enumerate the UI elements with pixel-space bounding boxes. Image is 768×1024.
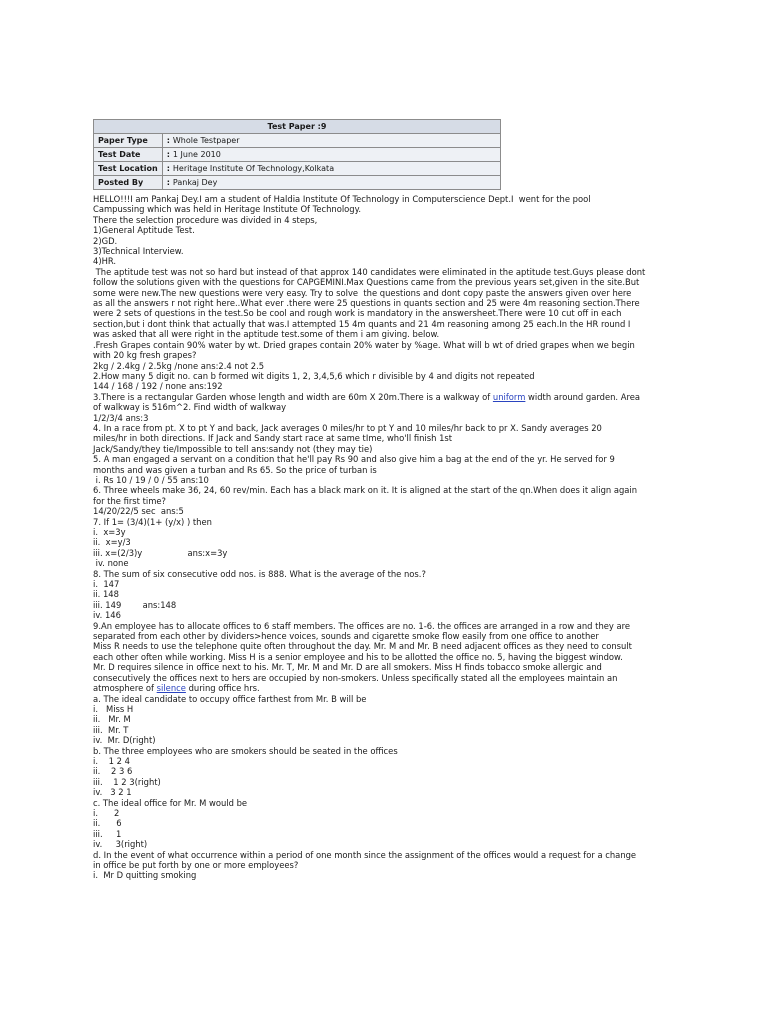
body-line: d. In the event of what occurrence within a period of one month since the assignment of the offices would a request for a change <box>93 849 637 860</box>
body-line: 1/2/3/4 ans:3 <box>93 412 149 423</box>
body-line: HELLO!!!I am Pankaj Dey.I am a student of Haldia Institute Of Technology in Computerscience Dept.I went for the pool <box>93 194 591 204</box>
body-line: i. 147 <box>93 579 120 590</box>
body-line: Miss R needs to use the telephone quite often throughout the day. Mr. M and Mr. B need adjacent offices as they need to consult <box>93 641 632 652</box>
body-line: c. The ideal office for Mr. M would be <box>93 797 248 808</box>
body-line: iii. Mr. T <box>93 724 129 735</box>
body-line: There the selection procedure was divided in 4 steps, <box>93 214 318 225</box>
body-line: i. Mr D quitting smoking <box>93 870 197 881</box>
body-line: Mr. D requires silence in office next to his. Mr. T, Mr. M and Mr. D are all smokers. Miss H finds tobacco smoke allergic and <box>93 662 602 673</box>
body-line: 6. Three wheels make 36, 24, 60 rev/min. Each has a black mark on it. It is aligned at the start of the qn.When does it align again <box>93 485 638 496</box>
body-line: for the first time? <box>93 495 166 506</box>
body-line: 4)HR. <box>93 256 117 267</box>
body-line: 9.An employee has to allocate offices to 6 staff members. The offices are no. 1-6. the offices are arranged in a row and they are <box>93 620 631 631</box>
body-line: 8. The sum of six consecutive odd nos. is 888. What is the average of the nos.? <box>93 568 426 579</box>
body-line: as all the answers r not right here..What ever .there were 25 questions in quants section and 25 were 4m reasoning section.There <box>93 298 640 309</box>
body-line: Jack/Sandy/they tie/Impossible to tell ans:sandy not (they may tie) <box>93 443 373 454</box>
paper-type-label: Paper Type <box>94 134 163 148</box>
body-line: of walkway is 516m^2. Find width of walkway <box>93 402 287 413</box>
body-line: ii. 2 3 6 <box>93 766 133 777</box>
body-line <box>93 683 678 693</box>
body-line: iii. x=(2/3)y ans:x=3y <box>93 547 228 558</box>
body-line: 2kg / 2.4kg / 2.5kg /none ans:2.4 not 2.5 <box>93 360 265 371</box>
body-line: with 20 kg fresh grapes? <box>93 350 197 361</box>
body-line: separated from each other by dividers>hence voices, sounds and cigarette smoke flow easily from one office to another <box>93 631 599 642</box>
body-line: 2.How many 5 digit no. can b formed wit digits 1, 2, 3,4,5,6 which r divisible by 4 and digits not repeated <box>93 370 535 381</box>
test-location-value: Heritage Institute Of Technology,Kolkata <box>172 164 335 173</box>
body-line: i. Rs 10 / 19 / 0 / 55 ans:10 <box>93 474 209 485</box>
test-paper-title: Test Paper :9 <box>94 120 501 134</box>
body-line: a. The ideal candidate to occupy office farthest from Mr. B will be <box>93 693 367 704</box>
body-line: each other often while working. Miss H is a senior employee and his to be allotted the office no. 5, having the biggest window. <box>93 651 623 662</box>
silence-link[interactable]: silence <box>156 683 186 694</box>
posted-by-value: Pankaj Dey <box>172 178 218 187</box>
body-line: ii. x=y/3 <box>93 537 131 548</box>
body-line: were 2 sets of questions in the test.So be cool and rough work is mandatory in the answersheet.There were 10 cut off in each <box>93 308 622 319</box>
info-row-test-date: Test Date : 1 June 2010 <box>94 148 501 162</box>
body-line: iv. none <box>93 558 129 569</box>
body-line: i. 2 <box>93 807 120 818</box>
info-row-paper-type: Paper Type : Whole Testpaper <box>94 134 501 148</box>
body-line: iii. 1 <box>93 828 122 839</box>
posted-by-label: Posted By <box>94 176 163 190</box>
body-line: iv. 3 2 1 <box>93 787 132 798</box>
body-line: 7. If 1= (3/4)(1+ (y/x) ) then <box>93 516 212 527</box>
article-body <box>93 194 678 881</box>
test-date-label: Test Date <box>94 148 163 162</box>
body-line: The aptitude test was not so hard but instead of that approx 140 candidates were eliminated in the aptitude test.Guys please dont <box>93 266 646 277</box>
body-line-text: atmosphere of <box>93 683 157 694</box>
body-line: follow the solutions given with the questions for CAPGEMINI.Max Questions came from the previous years set,given in the site.But <box>93 277 640 288</box>
body-line: in office be put forth by one or more employees? <box>93 860 299 870</box>
info-row-test-location: Test Location : Heritage Institute Of Technology,Kolkata <box>94 162 501 176</box>
test-paper-info-table <box>93 119 501 190</box>
info-row-posted-by: Posted By : Pankaj Dey <box>94 176 501 190</box>
body-line: 4. In a race from pt. X to pt Y and back, Jack averages 0 miles/hr to pt Y and 10 miles/hr back to pr X. Sandy averages 20 <box>93 422 602 433</box>
body-line: iv. Mr. D(right) <box>93 735 156 746</box>
body-line: b. The three employees who are smokers should be seated in the offices <box>93 745 398 756</box>
body-line: ii. 148 <box>93 589 119 600</box>
body-line: miles/hr in both directions. If Jack and Sandy start race at same tIme, who'll finish 1st <box>93 433 453 444</box>
body-line: 1)General Aptitude Test. <box>93 225 195 236</box>
body-line: 5. A man engaged a servant on a condition that he'll pay Rs 90 and also give him a bag at the end of the yr. He served for 9 <box>93 454 615 465</box>
body-line: i. 1 2 4 <box>93 755 130 766</box>
body-line: months and was given a turban and Rs 65. So the price of turban is <box>93 464 377 475</box>
body-line: 144 / 168 / 192 / none ans:192 <box>93 381 223 392</box>
body-line <box>93 392 678 402</box>
uniform-link[interactable]: uniform <box>492 391 526 402</box>
body-line: consecutively the offices next to hers are occupied by non-smokers. Unless specifically stated all the employees maintain an <box>93 672 618 683</box>
body-line: iii. 149 ans:148 <box>93 599 177 610</box>
body-line: 14/20/22/5 sec ans:5 <box>93 506 184 517</box>
body-line: Campussing which was held in Heritage Institute Of Technology. <box>93 204 362 215</box>
body-line: ii. 6 <box>93 818 122 829</box>
body-line: section,but i dont think that actually that was.I attempted 15 4m quants and 21 4m reasoning among 25 each.In the HR round I <box>93 318 631 329</box>
body-line-text: 3.There is a rectangular Garden whose length and width are 60m X 20m.There is a walkway of <box>93 391 493 402</box>
body-line: some were new.The new questions were very easy. Try to solve the questions and dont copy paste the answers given over here <box>93 287 632 298</box>
body-line: 3)Technical Interview. <box>93 246 184 257</box>
body-line-text: during office hrs. <box>185 683 260 694</box>
test-date-value: 1 June 2010 <box>172 150 221 159</box>
body-line-text: width around garden. Area <box>525 391 641 402</box>
test-location-label: Test Location <box>94 162 163 176</box>
body-line: iii. 1 2 3(right) <box>93 776 161 787</box>
body-line: .Fresh Grapes contain 90% water by wt. Dried grapes contain 20% water by %age. What will b wt of dried grapes when we begin <box>93 339 635 350</box>
body-line: 2)GD. <box>93 235 118 246</box>
body-line: iv. 146 <box>93 610 121 621</box>
body-line: was asked that all were right in the aptitude test.some of them i am giving. below. <box>93 329 440 340</box>
body-line: ii. Mr. M <box>93 714 131 725</box>
body-line: iv. 3(right) <box>93 839 148 850</box>
paper-type-value: Whole Testpaper <box>172 136 240 145</box>
body-line: i. x=3y <box>93 527 126 537</box>
body-line: i. Miss H <box>93 703 134 714</box>
